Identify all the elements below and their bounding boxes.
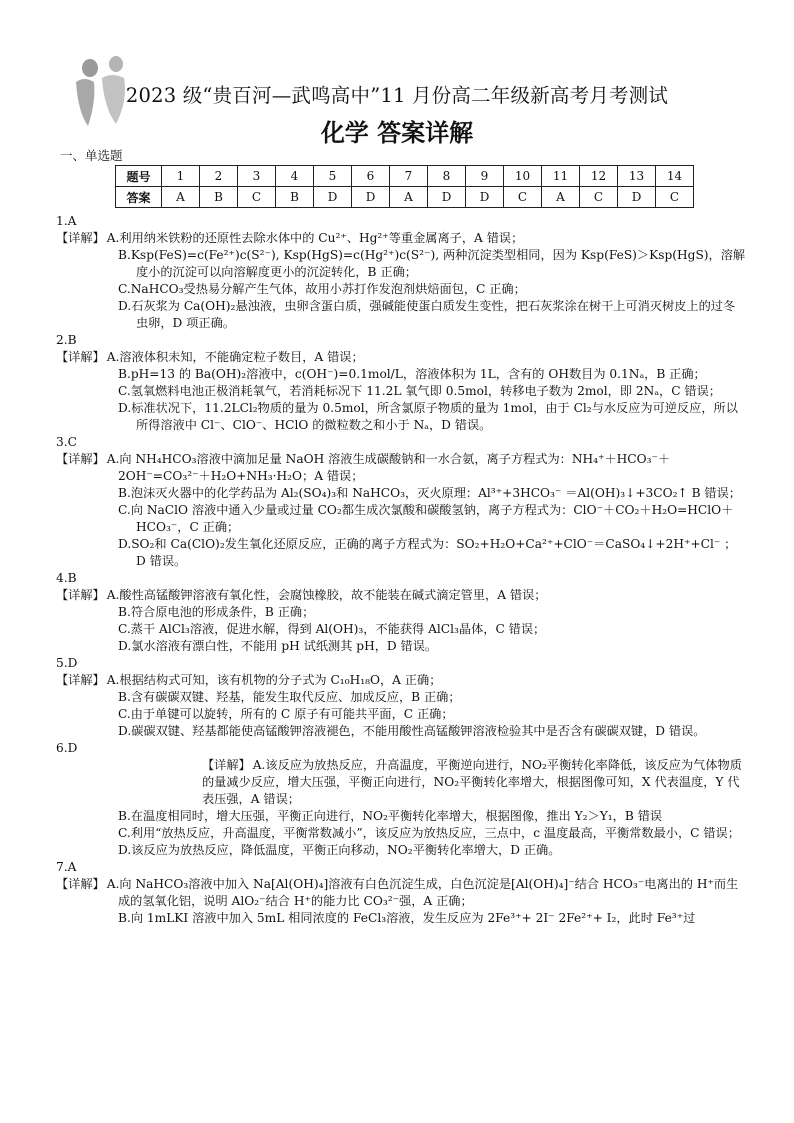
answer-row: [116, 187, 694, 208]
explanation-item: [56, 451, 746, 485]
question-number: 7.A: [56, 860, 77, 874]
answer-details: [56, 213, 746, 927]
number-cell: 6: [352, 166, 390, 187]
explanation-text: B.符合原电池的形成条件，B 正确；: [118, 605, 315, 619]
detail-tag: 【详解】: [56, 588, 105, 602]
explanation-text: B.Ksp(FeS)=c(Fe²⁺)c(S²⁻), Ksp(HgS)=c(Hg²⁺)c(S²⁻), 两种沉淀类型相同，因为 Ksp(FeS)＞Ksp(HgS)，溶解度小的沉淀可以向溶解度更小的沉淀转化，B 正确；: [118, 248, 746, 279]
explanation-text: C.蒸干 AlCl₃溶液，促进水解，得到 Al(OH)₃，不能获得 AlCl₃晶体，C 错误；: [118, 622, 546, 636]
explanation-item: [56, 876, 746, 910]
answer-cell: D: [314, 187, 352, 208]
explanation-text: D.SO₂和 Ca(ClO)₂发生氧化还原反应，正确的离子方程式为：SO₂+H₂O+Ca²⁺+ClO⁻＝CaSO₄↓+2H⁺+Cl⁻ ；D 错误。: [118, 537, 737, 568]
explanation-text: A.酸性高锰酸钾溶液有氧化性，会腐蚀橡胶，故不能装在碱式滴定管里，A 错误；: [106, 588, 547, 602]
detail-tag: 【详解】: [56, 877, 105, 891]
answer-cell: D: [352, 187, 390, 208]
explanation-text: D.标准状况下，11.2LCl₂物质的量为 0.5mol，所含氯原子物质的量为 1mol，由于 Cl₂与水反应为可逆反应，所以所得溶液中 Cl⁻、ClO⁻、HClO 的微粒数之和小于 Nₐ，D 错误。: [118, 401, 738, 432]
explanation-item: [56, 485, 746, 502]
explanation-item: [56, 298, 746, 332]
number-cell: 11: [542, 166, 580, 187]
explanation-item: [56, 825, 746, 842]
explanation-item: [56, 349, 746, 366]
explanation-text: C.氢氧燃料电池正极消耗氧气，若消耗标况下 11.2L 氧气即 0.5mol，转移电子数为 2mol，即 2Nₐ，C 错误；: [118, 384, 721, 398]
explanation-text: B.pH=13 的 Ba(OH)₂溶液中，c(OH⁻)=0.1mol/L，溶液体积为 1L，含有的 OH数目为 0.1Nₐ，B 正确；: [118, 367, 706, 381]
explanation-text: B.在温度相同时，增大压强，平衡正向进行，NO₂平衡转化率增大，根据图像，推出 Y₂＞Y₁，B 错误: [118, 809, 663, 823]
detail-tag: 【详解】: [56, 673, 105, 687]
number-cell: 7: [390, 166, 428, 187]
explanation-item: [56, 536, 746, 570]
explanation-item: [56, 383, 746, 400]
explanation-item: [56, 502, 746, 536]
explanation-item: [56, 604, 746, 621]
explanation-item: [56, 400, 746, 434]
table-header-cell: 题号: [116, 166, 162, 187]
explanation-text: C.由于单键可以旋转，所有的 C 原子有可能共平面，C 正确；: [118, 707, 454, 721]
number-cell: 14: [656, 166, 694, 187]
number-cell: 9: [466, 166, 504, 187]
number-cell: 10: [504, 166, 542, 187]
detail-tag: 【详解】: [56, 231, 105, 245]
document-title: 2023 级“贵百河—武鸣高中”11 月份高二年级新高考月考测试: [125, 84, 669, 107]
explanation-text: A.利用纳米铁粉的还原性去除水体中的 Cu²⁺、Hg²⁺等重金属离子，A 错误；: [106, 231, 524, 245]
answer-cell: A: [390, 187, 428, 208]
number-cell: 5: [314, 166, 352, 187]
explanation-text: D.氯水溶液有漂白性，不能用 pH 试纸测其 pH，D 错误。: [118, 639, 438, 653]
explanation-text: B.向 1mLKI 溶液中加入 5mL 相同浓度的 FeCl₃溶液，发生反应为 2Fe³⁺+ 2I⁻ 2Fe²⁺+ I₂，此时 Fe³⁺过: [118, 911, 696, 925]
detail-tag: 【详解】: [202, 758, 251, 772]
explanation-text: A.该反应为放热反应，升高温度，平衡逆向进行，NO₂平衡转化率降低，该反应为气体物质的量减少反应，增大压强，平衡正向进行，NO₂平衡转化率增大，根据图像可知，X 代表温度，Y 代表压强，A 错误；: [202, 758, 742, 806]
explanation-item: [56, 672, 746, 689]
explanation-text: C.利用“放热反应，升高温度，平衡常数减小”，该反应为放热反应，三点中，c 温度最高，平衡常数最小，C 错误；: [118, 826, 740, 840]
explanation-text: B.泡沫灭火器中的化学药品为 Al₂(SO₄)₃和 NaHCO₃，灭火原理：Al³⁺+3HCO₃⁻ ＝Al(OH)₃↓+3CO₂↑ B 错误；: [118, 486, 741, 500]
number-cell: 13: [618, 166, 656, 187]
question-number: 1.A: [56, 214, 77, 228]
question-number-row: [116, 166, 694, 187]
explanation-item: [56, 910, 746, 927]
answer-cell: D: [428, 187, 466, 208]
explanation-text: A.溶液体积未知，不能确定粒子数目，A 错误；: [106, 350, 364, 364]
answer-cell: D: [466, 187, 504, 208]
question-number: 4.B: [56, 571, 77, 585]
detail-tag: 【详解】: [56, 452, 105, 466]
explanation-item: [56, 638, 746, 655]
explanation-text: B.含有碳碳双键、羟基，能发生取代反应、加成反应，B 正确；: [118, 690, 461, 704]
answer-cell: C: [238, 187, 276, 208]
number-cell: 4: [276, 166, 314, 187]
number-cell: 8: [428, 166, 466, 187]
number-cell: 2: [200, 166, 238, 187]
table-header-cell: 答案: [116, 187, 162, 208]
explanation-item: [56, 587, 746, 604]
explanation-item: [56, 842, 746, 859]
document-subtitle: 化学 答案详解: [320, 119, 474, 147]
answer-cell: B: [276, 187, 314, 208]
explanation-text: D.碳碳双键、羟基都能使高锰酸钾溶液褪色，不能用酸性高锰酸钾溶液检验其中是否含有碳碳双键，D 错误。: [118, 724, 706, 738]
answer-cell: C: [580, 187, 618, 208]
number-cell: 12: [580, 166, 618, 187]
answer-cell: C: [656, 187, 694, 208]
answer-table: [115, 165, 694, 208]
explanation-text: A.向 NH₄HCO₃溶液中滴加足量 NaOH 溶液生成碳酸钠和一水合氨，离子方程式为：NH₄⁺＋HCO₃⁻＋2OH⁻=CO₃²⁻＋H₂O+NH₃·H₂O；A 错误；: [106, 452, 671, 483]
question-number: 5.D: [56, 656, 78, 670]
answer-cell: D: [618, 187, 656, 208]
explanation-text: D.该反应为放热反应，降低温度，平衡正向移动，NO₂平衡转化率增大，D 正确。: [118, 843, 561, 857]
question-number: 6.D: [56, 741, 78, 755]
detail-tag: 【详解】: [56, 350, 105, 364]
explanation-item: [56, 230, 746, 247]
answer-cell: C: [504, 187, 542, 208]
explanation-text: A.根据结构式可知，该有机物的分子式为 C₁₀H₁₈O，A 正确；: [106, 673, 442, 687]
question-number: 2.B: [56, 333, 77, 347]
answer-cell: A: [542, 187, 580, 208]
question-number: 3.C: [56, 435, 77, 449]
explanation-item: [56, 757, 746, 808]
explanation-text: A.向 NaHCO₃溶液中加入 Na[Al(OH)₄]溶液有白色沉淀生成，白色沉淀是[Al(OH)₄]⁻结合 HCO₃⁻电离出的 H⁺而生成的氢氧化铝，说明 AlO₂⁻结合 H⁺的能力比 CO₃²⁻强，A 正确；: [106, 877, 739, 908]
explanation-item: [56, 706, 746, 723]
explanation-item: [56, 281, 746, 298]
section-heading: 一、单选题: [60, 148, 123, 163]
number-cell: 3: [238, 166, 276, 187]
explanation-text: D.石灰浆为 Ca(OH)₂悬浊液，虫卵含蛋白质，强碱能使蛋白质发生变性，把石灰浆涂在树干上可消灭树皮上的过冬虫卵，D 项正确。: [118, 299, 736, 330]
explanation-item: [56, 808, 746, 825]
explanation-item: [56, 621, 746, 638]
explanation-item: [56, 366, 746, 383]
number-cell: 1: [162, 166, 200, 187]
explanation-item: [56, 247, 746, 281]
explanation-text: C.NaHCO₃受热易分解产生气体，故用小苏打作发泡剂烘焙面包，C 正确；: [118, 282, 526, 296]
explanation-item: [56, 723, 746, 740]
answer-cell: B: [200, 187, 238, 208]
explanation-text: C.向 NaClO 溶液中通入少量或过量 CO₂都生成次氯酸和碳酸氢钠，离子方程式为：ClO⁻＋CO₂＋H₂O=HClO＋HCO₃⁻，C 正确；: [118, 503, 734, 534]
answer-cell: A: [162, 187, 200, 208]
explanation-item: [56, 689, 746, 706]
